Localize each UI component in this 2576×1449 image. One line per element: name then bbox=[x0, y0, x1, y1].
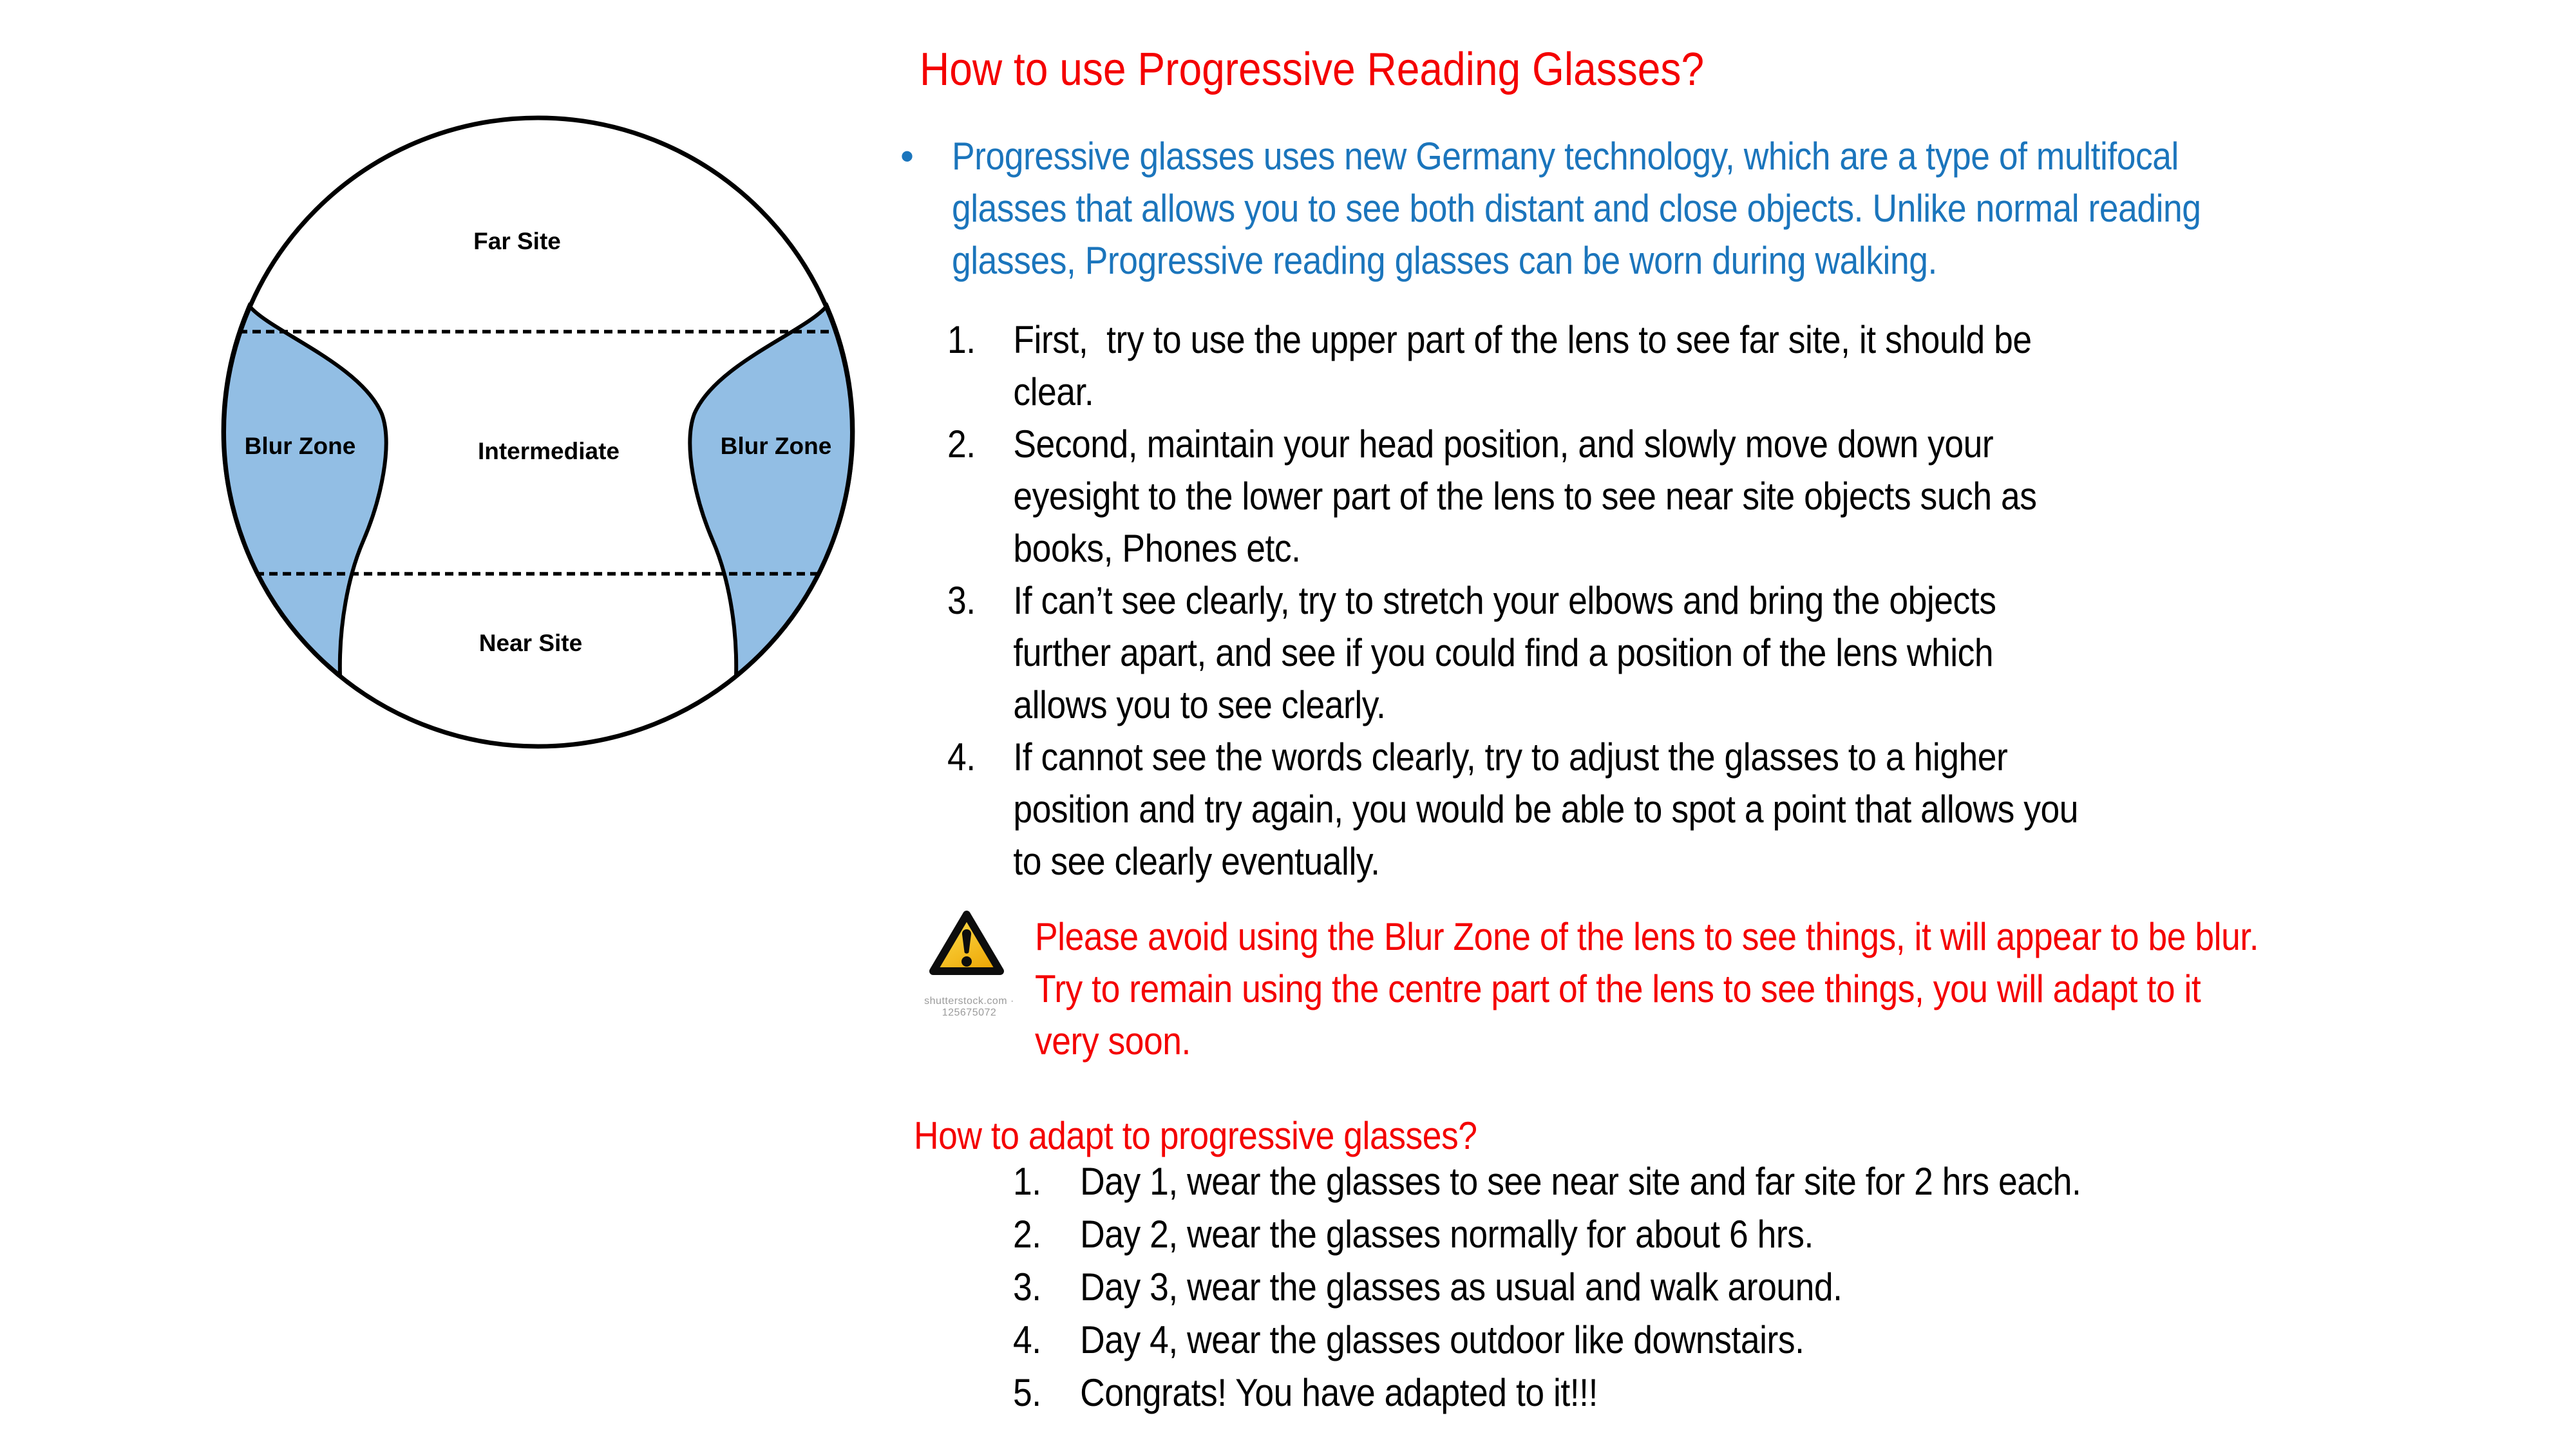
adapt-step-2 bbox=[1013, 1208, 2081, 1261]
intro-line: glasses, Progressive reading glasses can be worn during walking. bbox=[952, 239, 1937, 282]
step-text: Second, maintain your head position, and slowly move down your eyesight to the lower part of the lens to see near site objects such as books, Phones etc. bbox=[1013, 422, 2037, 570]
step-number: 1. bbox=[1013, 1160, 1041, 1203]
adapt-steps-list bbox=[1013, 1155, 2213, 1419]
intro-bullet-marker: • bbox=[900, 135, 914, 178]
intermediate-label: Intermediate bbox=[477, 437, 620, 464]
adapt-heading: How to adapt to progressive glasses? bbox=[914, 1114, 1477, 1157]
usage-step-4 bbox=[947, 731, 2078, 887]
step-text: If can’t see clearly, try to stretch your elbows and bring the objects further apart, and see if you could find a position of the lens which allows you to see clearly. bbox=[1013, 579, 1996, 726]
intro-paragraph bbox=[952, 130, 2201, 287]
warning-line: Please avoid using the Blur Zone of the lens to see things, it will appear to be blur. bbox=[1035, 915, 2259, 958]
step-text: Congrats! You have adapted to it!!! bbox=[1080, 1371, 1598, 1414]
intro-line: Progressive glasses uses new Germany technology, which are a type of multifocal bbox=[952, 135, 2179, 178]
step-text: Day 3, wear the glasses as usual and walk around. bbox=[1080, 1265, 1842, 1309]
usage-step-1 bbox=[947, 314, 2078, 418]
warning-line: very soon. bbox=[1035, 1019, 1191, 1063]
far-site-label: Far Site bbox=[473, 227, 561, 254]
step-number: 3. bbox=[1013, 1265, 1041, 1309]
step-number: 1. bbox=[947, 318, 976, 361]
step-text: Day 1, wear the glasses to see near site and far site for 2 hrs each. bbox=[1080, 1160, 2081, 1203]
usage-step-2 bbox=[947, 418, 2078, 574]
step-text: First, try to use the upper part of the lens to see far site, it should be clear. bbox=[1013, 318, 2032, 413]
warning-line: Try to remain using the centre part of the lens to see things, you will adapt to it bbox=[1035, 967, 2201, 1010]
adapt-step-4 bbox=[1013, 1314, 2081, 1367]
adapt-step-5 bbox=[1013, 1367, 2081, 1419]
usage-step-3 bbox=[947, 574, 2078, 731]
near-site-label: Near Site bbox=[478, 629, 583, 656]
step-number: 4. bbox=[1013, 1318, 1041, 1361]
step-text: Day 4, wear the glasses outdoor like downstairs. bbox=[1080, 1318, 1804, 1361]
step-text: If cannot see the words clearly, try to adjust the glasses to a higher position and try again, you would be able to spot a point that allows you to see clearly eventually. bbox=[1013, 735, 2079, 883]
step-number: 5. bbox=[1013, 1371, 1041, 1414]
usage-steps-list bbox=[947, 314, 2218, 887]
step-text: Day 2, wear the glasses normally for about 6 hrs. bbox=[1080, 1213, 1814, 1256]
step-number: 3. bbox=[947, 579, 976, 622]
blur-zone-left-label: Blur Zone bbox=[244, 432, 356, 459]
page-title: How to use Progressive Reading Glasses? bbox=[920, 44, 1705, 95]
intro-line: glasses that allows you to see both distant and close objects. Unlike normal reading bbox=[952, 187, 2201, 230]
warning-triangle-icon bbox=[925, 907, 1008, 980]
adapt-step-3 bbox=[1013, 1261, 2081, 1314]
stock-watermark-caption: shutterstock.com · 125675072 bbox=[924, 996, 1014, 1018]
step-number: 2. bbox=[1013, 1213, 1041, 1256]
warning-paragraph bbox=[1035, 911, 2259, 1067]
step-number: 4. bbox=[947, 735, 976, 779]
lens-diagram bbox=[213, 113, 864, 752]
step-number: 2. bbox=[947, 422, 976, 466]
blur-zone-right-label: Blur Zone bbox=[720, 432, 832, 459]
adapt-step-1 bbox=[1013, 1155, 2081, 1208]
